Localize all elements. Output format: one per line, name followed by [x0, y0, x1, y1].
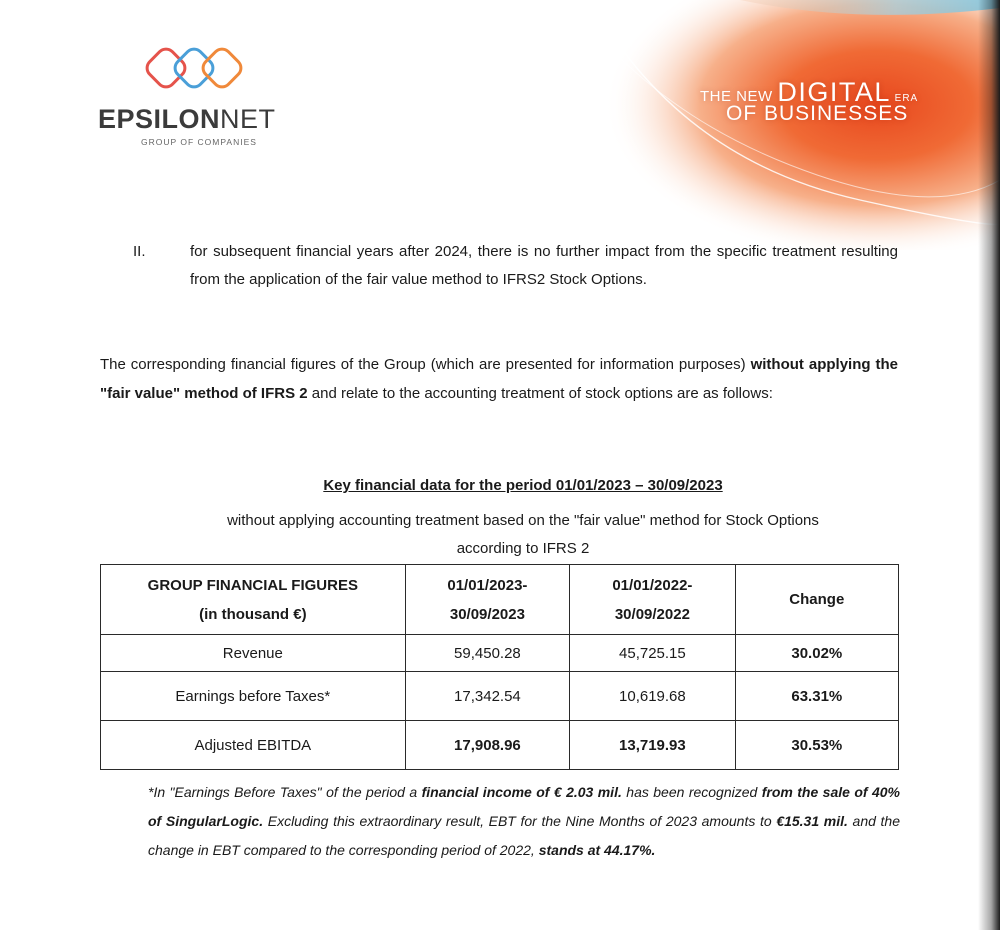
epsilonnet-logo-icon	[140, 40, 260, 100]
footnote-b1: financial income of € 2.03 mil.	[421, 784, 622, 800]
header-col2-line2: 30/09/2023	[449, 605, 525, 623]
table-row	[101, 635, 899, 672]
header-change: Change	[735, 565, 898, 635]
footnote-t3: Excluding this extraordinary result, EBT for the Nine Months of 2023 amounts to	[263, 813, 777, 829]
list-item-text: for subsequent financial years after 2024, there is no further impact from the specific treatment resulting from the application of the fair value method to IFRS2 Stock Options.	[190, 243, 898, 288]
tagline	[700, 77, 930, 126]
brand-name	[98, 104, 276, 135]
row-label: Earnings before Taxes*	[101, 672, 406, 721]
header-period-2023	[405, 565, 569, 635]
footnote-t2: has been recognized	[621, 784, 762, 800]
brand-name-light: NET	[220, 104, 276, 134]
tagline-the-new: THE NEW	[700, 88, 778, 105]
tagline-era: ERA	[890, 93, 919, 104]
row-change: 30.53%	[735, 721, 898, 770]
row-previous-value: 45,725.15	[570, 635, 735, 672]
financial-table	[100, 564, 899, 770]
table-subtitle-line2: according to IFRS 2	[456, 540, 590, 557]
row-previous-value: 10,619.68	[570, 672, 735, 721]
footnote	[148, 778, 900, 865]
table-row	[101, 721, 899, 770]
table-header-row	[101, 565, 899, 635]
header-col3-line2: 30/09/2022	[614, 605, 690, 623]
page-edge-shadow	[978, 0, 1000, 930]
header-group-figures	[101, 565, 406, 635]
table-subtitle-line1: without applying accounting treatment based on the "fair value" method for Stock Options	[227, 512, 819, 529]
tagline-digital: DIGITAL	[777, 77, 891, 107]
header-col1-line1: GROUP FINANCIAL FIGURES	[147, 576, 358, 594]
header-col2-line1: 01/01/2023-	[447, 576, 528, 594]
row-previous-value: 13,719.93	[570, 721, 735, 770]
footnote-b3: €15.31 mil.	[776, 813, 848, 829]
intro-paragraph	[100, 351, 898, 408]
row-label: Revenue	[101, 635, 406, 672]
brand-subtitle: GROUP OF COMPANIES	[141, 137, 257, 147]
footnote-t4: and the change in EBT compared to the corresponding period of 2022,	[148, 813, 900, 858]
table-row	[101, 672, 899, 721]
row-label: Adjusted EBITDA	[101, 721, 406, 770]
header-col3-line1: 01/01/2022-	[612, 576, 693, 594]
row-change: 63.31%	[735, 672, 898, 721]
footnote-b2: from the sale of 40% of SingularLogic.	[148, 784, 900, 829]
header-col1-line2: (in thousand €)	[199, 605, 307, 623]
row-change: 30.02%	[735, 635, 898, 672]
table-title: Key financial data for the period 01/01/2023 – 30/09/2023	[323, 477, 723, 494]
intro-bold: without applying the "fair value" method of IFRS 2	[100, 356, 898, 402]
intro-part2: and relate to the accounting treatment of stock options are as follows:	[307, 384, 773, 402]
row-current-value: 59,450.28	[405, 635, 569, 672]
list-item-number: II.	[133, 243, 146, 260]
footnote-b4: stands at 44.17%.	[538, 842, 656, 858]
header-period-2022	[570, 565, 735, 635]
intro-part1: The corresponding financial figures of the Group (which are presented for information purposes)	[100, 356, 751, 373]
tagline-line2: OF BUSINESSES	[726, 102, 909, 125]
row-current-value: 17,908.96	[405, 721, 569, 770]
table-subtitle	[100, 507, 946, 563]
brand-name-bold: EPSILON	[98, 104, 221, 134]
row-current-value: 17,342.54	[405, 672, 569, 721]
footnote-t1: *In "Earnings Before Taxes" of the period a	[148, 784, 422, 800]
